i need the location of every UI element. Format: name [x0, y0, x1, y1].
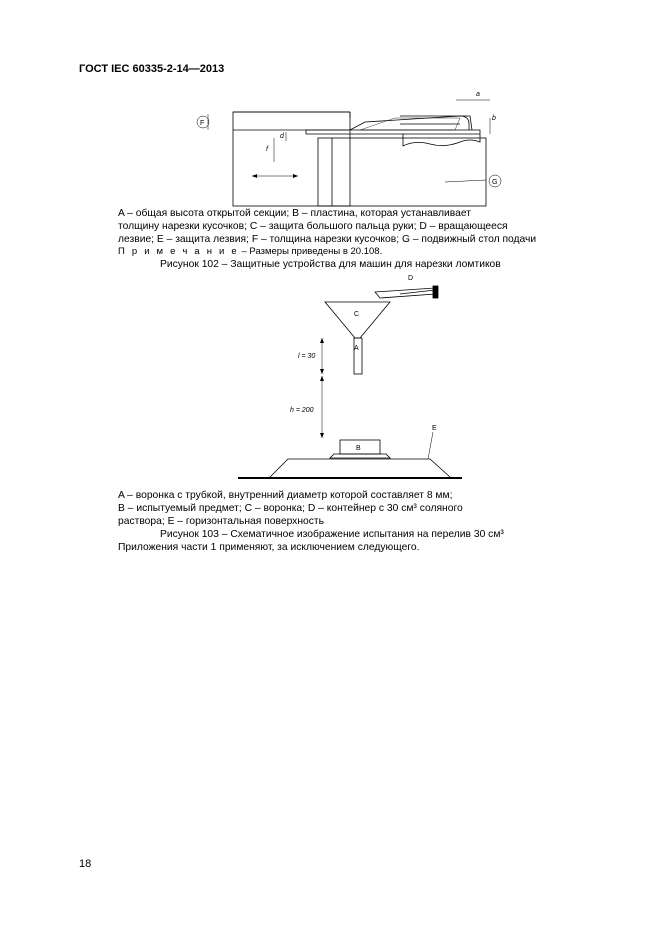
- label-d: d: [280, 133, 284, 140]
- label-b: b: [492, 115, 496, 122]
- fig103-legend-line2: B – испытуемый предмет; C – воронка; D – контейнер с 30 см³ соляного: [118, 503, 463, 514]
- label-g: G: [492, 179, 498, 186]
- label-d-container: D: [408, 275, 414, 282]
- fig102-note: [118, 246, 382, 257]
- fig103-legend-line1: A – воронка с трубкой, внутренний диаметр которой составляет 8 мм;: [118, 490, 453, 501]
- document-header: ГОСТ IEC 60335-2-14—2013: [79, 63, 225, 75]
- fig102-note-text: – Размеры приведены в 20.108.: [238, 246, 383, 257]
- fig102-caption: Рисунок 102 – Защитные устройства для машин для нарезки ломтиков: [160, 259, 501, 270]
- label-c-funnel: C: [354, 311, 360, 318]
- fig102-note-label: П р и м е ч а н и е: [118, 246, 239, 257]
- label-f: f: [266, 146, 268, 153]
- fig103-legend-line3: раствора; E – горизонтальная поверхность: [118, 516, 324, 527]
- label-a: a: [476, 91, 480, 98]
- fig102-legend-line1: A – общая высота открытой секции; B – пластина, которая устанавливает: [118, 208, 471, 219]
- label-e-surface: E: [432, 425, 437, 432]
- label-h-200: h = 200: [290, 407, 314, 414]
- fig103-caption: Рисунок 103 – Схематичное изображение испытания на перелив 30 см³: [160, 529, 504, 540]
- fig102-legend-line3: лезвие; E – защита лезвия; F – толщина нарезки кусочков; G – подвижный стол подачи: [118, 234, 537, 245]
- label-l-30: l = 30: [298, 353, 316, 360]
- fig102-legend-line2: толщину нарезки кусочков; C – защита большого пальца руки; D – вращающееся: [118, 221, 508, 232]
- label-f-thickness: F: [200, 120, 205, 127]
- label-b-object: B: [356, 445, 361, 452]
- figure-103-drawing: [230, 272, 470, 487]
- label-a-tube: A: [354, 345, 359, 352]
- closing-text: Приложения части 1 применяют, за исключением следующего.: [118, 542, 420, 553]
- figure-102-drawing: [190, 88, 510, 208]
- page-number: 18: [79, 858, 92, 870]
